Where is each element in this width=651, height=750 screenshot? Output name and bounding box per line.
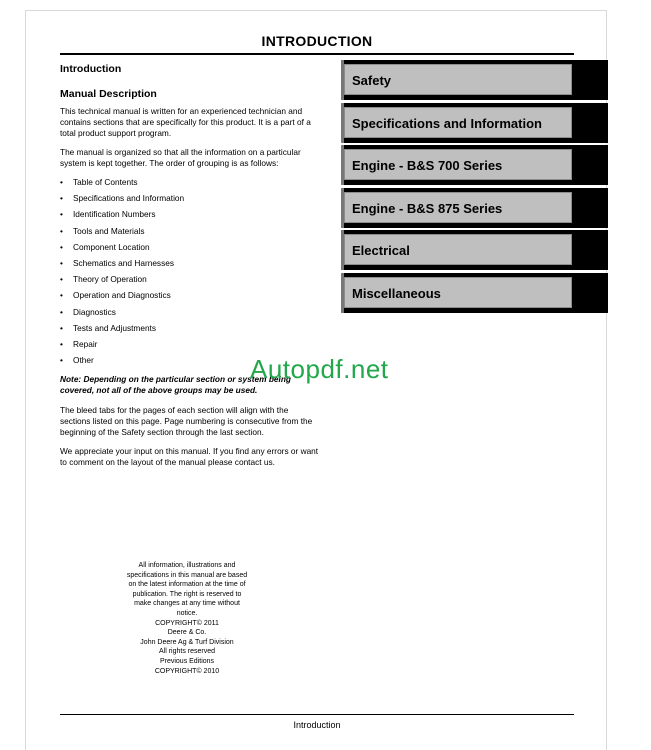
- tab-safety[interactable]: [341, 60, 608, 100]
- paragraph-3: The bleed tabs for the pages of each section will align with the sections listed on this page. Page numbering is consecutive from the beginning of the Safety section through the last section.: [60, 405, 313, 438]
- copyright-line: publication. The right is reserved to: [132, 590, 242, 598]
- copyright-line: All rights reserved: [158, 648, 216, 656]
- list-item: • Identification Numbers: [60, 209, 320, 225]
- copyright-line: on the latest information at the time of: [128, 581, 246, 589]
- tab-label: Safety: [344, 64, 572, 95]
- list-item: • Theory of Operation: [60, 274, 320, 290]
- subheading: Manual Description: [60, 88, 157, 100]
- tab-label: Engine - B&S 875 Series: [344, 192, 572, 223]
- paragraph-2: The manual is organized so that all the information on a particular system is kept together. The order of grouping is as follows:: [60, 147, 301, 168]
- list-item: • Tools and Materials: [60, 226, 320, 242]
- list-item: • Repair: [60, 339, 320, 355]
- list-item: • Specifications and Information: [60, 193, 320, 209]
- group-list: [60, 177, 320, 371]
- copyright-line: All information, illustrations and: [138, 562, 236, 569]
- watermark: Autopdf.net: [250, 354, 389, 384]
- copyright-line: COPYRIGHT© 2010: [154, 667, 220, 675]
- list-item: • Diagnostics: [60, 307, 320, 323]
- tab-specifications[interactable]: [341, 103, 608, 143]
- list-item: • Other: [60, 355, 320, 371]
- copyright-line: notice.: [176, 609, 198, 617]
- copyright-line: Previous Editions: [159, 657, 215, 665]
- copyright-notice: [112, 561, 262, 676]
- section-tabs: [341, 60, 608, 316]
- copyright-line: specifications in this manual are based: [126, 571, 248, 579]
- paragraph-1: This technical manual is written for an experienced technician and contains sections that are specifically for this product. It is a part of a total product support program.: [60, 106, 311, 138]
- page-footer: Introduction: [293, 720, 341, 730]
- title-rule: [60, 53, 574, 55]
- copyright-line: make changes at any time without: [134, 600, 240, 608]
- tab-engine-875[interactable]: [341, 188, 608, 228]
- tab-label: Miscellaneous: [344, 277, 572, 308]
- copyright-line: John Deere Ag & Turf Division: [140, 638, 234, 646]
- tab-electrical[interactable]: [341, 230, 608, 270]
- copyright-line: Deere & Co.: [167, 629, 207, 637]
- list-item: • Operation and Diagnostics: [60, 290, 320, 306]
- intro-column: [60, 64, 320, 476]
- copyright-line: COPYRIGHT© 2011: [155, 619, 219, 627]
- note: Note: Depending on the particular section or system being covered, not all of the above groups may be used.: [60, 374, 291, 396]
- tab-label: Specifications and Information: [344, 107, 572, 138]
- list-item: • Table of Contents: [60, 177, 320, 193]
- tab-label: Engine - B&S 700 Series: [344, 149, 572, 180]
- footer-rule: [60, 714, 574, 715]
- tab-engine-700[interactable]: [341, 145, 608, 185]
- list-item: • Schematics and Harnesses: [60, 258, 320, 274]
- section-heading: Introduction: [60, 63, 122, 75]
- paragraph-4: We appreciate your input on this manual. If you find any errors or want to comment on the layout of the manual please contact us.: [60, 446, 319, 468]
- list-item: • Tests and Adjustments: [60, 323, 320, 339]
- tab-miscellaneous[interactable]: [341, 273, 608, 313]
- tab-label: Electrical: [344, 234, 572, 265]
- list-item: • Component Location: [60, 242, 320, 258]
- page-title: INTRODUCTION: [261, 33, 373, 49]
